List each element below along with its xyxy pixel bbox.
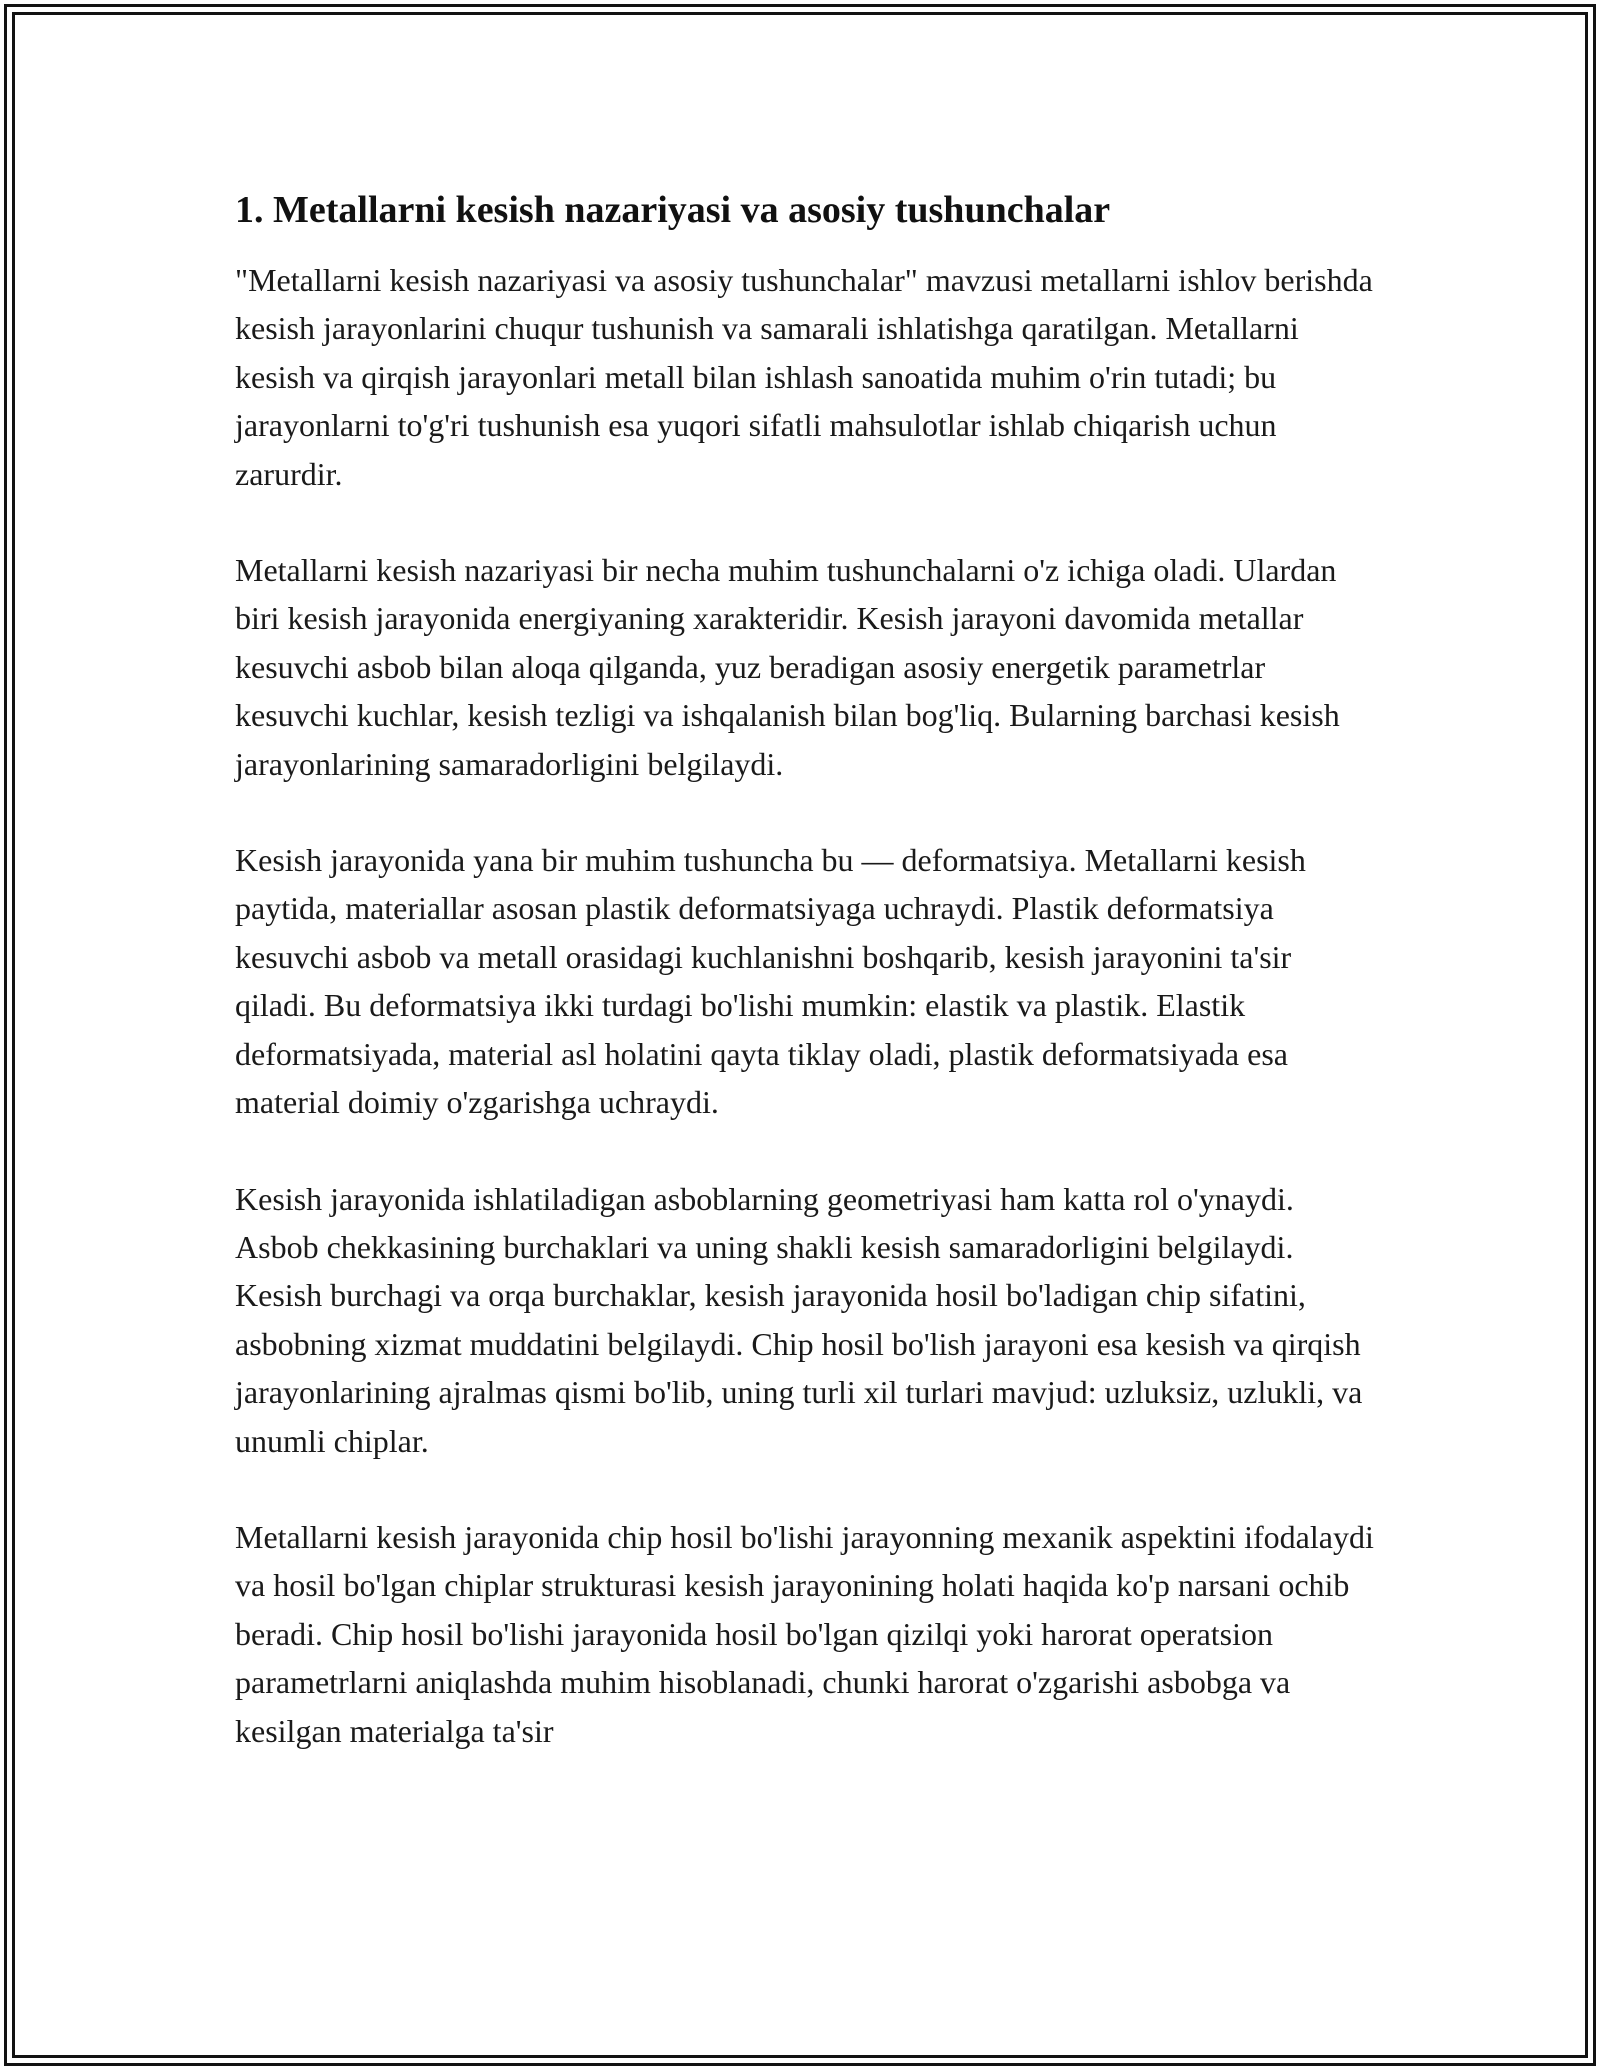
paragraph-5: Metallarni kesish jarayonida chip hosil bo'lishi jarayonning mexanik aspektini ifodalaydi va hosil bo'lgan chiplar strukturasi kesish jarayonining holati haqida ko'p narsani ochib beradi. Chip hosil bo'lishi jarayonida hosil bo'lgan qizilqi yoki harorat operatsion parametrlarni aniqlashda muhim hisoblanadi, chunki harorat o'zgarishi asbobga va kesilgan materialga ta'sir [235,1518,1374,1749]
paragraph-4: Kesish jarayonida ishlatiladigan asboblarning geometriyasi ham katta rol o'ynaydi. Asbob chekkasining burchaklari va uning shakli kesish samaradorligini belgilaydi. Kesish burchagi va orqa burchaklar, kesish jarayonida hosil bo'ladigan chip sifatini, asbobning xizmat muddatini belgilaydi. Chip hosil bo'lish jarayoni esa kesish va qirqish jarayonlarining ajralmas qismi bo'lib, uning turli xil turlari mavjud: uzluksiz, uzlukli, va unumli chiplar. [235,1180,1363,1459]
document-body [235,186,1375,1803]
paragraph-2: Metallarni kesish nazariyasi bir necha muhim tushunchalarni o'z ichiga oladi. Ulardan biri kesish jarayonida energiyaning xarakteridir. Kesish jarayoni davomida metallar kesuvchi asbob bilan aloqa qilganda, yuz beradigan asosiy energetik parametrlar kesuvchi kuchlar, kesish tezligi va ishqalanish bilan bog'liq. Bularning barchasi kesish jarayonlarining samaradorligini belgilaydi. [235,552,1340,782]
paragraph-3: Kesish jarayonida yana bir muhim tushuncha bu — deformatsiya. Metallarni kesish paytida, materiallar asosan plastik deformatsiyaga uchraydi. Plastik deformatsiya kesuvchi asbob va metall orasidagi kuchlanishni boshqarib, kesish jarayonini ta'sir qiladi. Bu deformatsiya ikki turdagi bo'lishi mumkin: elastik va plastik. Elastik deformatsiyada, material asl holatini qayta tiklay oladi, plastik deformatsiyada esa material doimiy o'zgarishga uchraydi. [235,842,1306,1121]
paragraph-1: "Metallarni kesish nazariyasi va asosiy tushunchalar" mavzusi metallarni ishlov berishda kesish jarayonlarini chuqur tushunish va samarali ishlatishga qaratilgan. Metallarni kesish va qirqish jarayonlari metall bilan ishlash sanoatida muhim o'rin tutadi; bu jarayonlarni to'g'ri tushunish esa yuqori sifatli mahsulotlar ishlab chiqarish uchun zarurdir. [235,262,1373,492]
section-heading: 1. Metallarni kesish nazariyasi va asosiy tushunchalar [235,189,1111,231]
